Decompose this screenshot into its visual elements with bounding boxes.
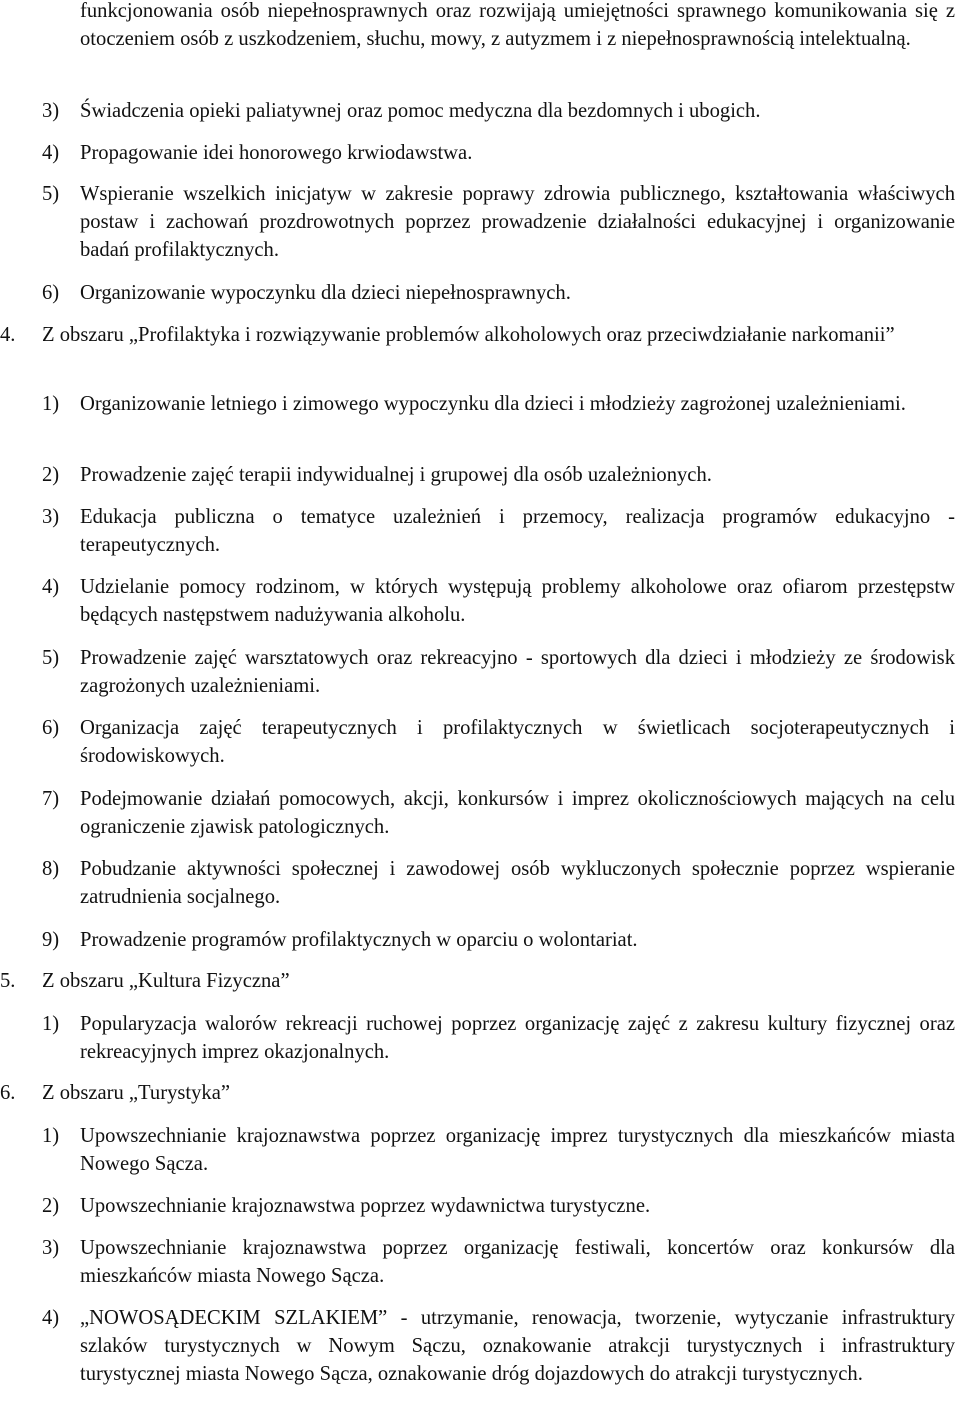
- intro-continuation: funkcjonowania osób niepełnosprawnych oraz rozwijają umiejętności sprawnego komunikowania się z otoczeniem osób z uszkodzeniem, słuchu, mowy, z autyzmem i z niepełnosprawnością intelektualną.: [80, 0, 955, 51]
- list-item-number: 4): [42, 142, 60, 164]
- list-item: [42, 714, 955, 770]
- list-item-number: 3): [42, 506, 60, 528]
- list-item-number: 1): [42, 393, 60, 415]
- section-number: 4.: [0, 324, 16, 346]
- list-item-text: Edukacja publiczna o tematyce uzależnień i przemocy, realizacja programów edukacyjno - terapeutycznych.: [80, 506, 955, 557]
- list-item-text: Organizowanie wypoczynku dla dzieci niepełnosprawnych.: [80, 282, 571, 304]
- section-heading: [0, 967, 955, 995]
- list-item-text: Prowadzenie zajęć terapii indywidualnej i grupowej dla osób uzależnionych.: [80, 464, 712, 486]
- list-item-text: Wspieranie wszelkich inicjatyw w zakresie poprawy zdrowia publicznego, kształtowania właściwych postaw i zachowań prozdrowotnych poprzez prowadzenie działalności edukacyjnej i organizowanie badań profilaktycznych.: [80, 183, 955, 262]
- list-item-text: Popularyzacja walorów rekreacji ruchowej poprzez organizację zajęć z zakresu kultury fizycznej oraz rekreacyjnych imprez okazjonalnych.: [80, 1013, 955, 1064]
- list-item: [42, 180, 955, 265]
- section-number: 5.: [0, 970, 16, 992]
- list-item-number: 2): [42, 464, 60, 486]
- list-item-text: Prowadzenie zajęć warsztatowych oraz rekreacyjno - sportowych dla dzieci i młodzieży ze środowisk zagrożonych uzależnieniami.: [80, 647, 955, 698]
- list-item: [42, 503, 955, 559]
- list-item-number: 2): [42, 1195, 60, 1217]
- list-item-text: Prowadzenie programów profilaktycznych w oparciu o wolontariat.: [80, 929, 638, 951]
- list-item: [42, 139, 955, 167]
- list-item-text: Propagowanie idei honorowego krwiodawstwa.: [80, 142, 473, 164]
- list-item: [42, 1122, 955, 1178]
- list-item-text: „NOWOSĄDECKIM SZLAKIEM” - utrzymanie, renowacja, tworzenie, wytyczanie infrastruktury szlaków turystycznych w Nowym Sączu, oznakowanie atrakcji turystycznych i infrastruktury turystycznej miasta Nowego Sącza, oznakowanie dróg dojazdowych do atrakcji turystycznych.: [80, 1307, 955, 1386]
- list-item-number: 5): [42, 647, 60, 669]
- list-item: [42, 1192, 955, 1220]
- list-item: [42, 390, 955, 418]
- list-item-number: 1): [42, 1125, 60, 1147]
- list-item-number: 9): [42, 929, 60, 951]
- list-item-number: 3): [42, 100, 60, 122]
- list-item-number: 4): [42, 1307, 60, 1329]
- list-item-number: 8): [42, 858, 60, 880]
- section-title: Z obszaru „Turystyka”: [42, 1082, 230, 1104]
- list-item-text: Świadczenia opieki paliatywnej oraz pomoc medyczna dla bezdomnych i ubogich.: [80, 100, 761, 122]
- list-item-number: 3): [42, 1237, 60, 1259]
- section-heading: [0, 1079, 955, 1107]
- list-item: [42, 926, 955, 954]
- section-number: 6.: [0, 1082, 16, 1104]
- list-item-number: 6): [42, 282, 60, 304]
- list-item-text: Organizacja zajęć terapeutycznych i profilaktycznych w świetlicach socjoterapeutycznych i środowiskowych.: [80, 717, 955, 768]
- list-item: [42, 1234, 955, 1290]
- list-item: [42, 1010, 955, 1066]
- list-item-number: 1): [42, 1013, 60, 1035]
- list-item-number: 6): [42, 717, 60, 739]
- list-item-text: Pobudzanie aktywności społecznej i zawodowej osób wykluczonych społecznie poprzez wspieranie zatrudnienia socjalnego.: [80, 858, 955, 909]
- list-item-text: Organizowanie letniego i zimowego wypoczynku dla dzieci i młodzieży zagrożonej uzależnieniami.: [80, 393, 906, 415]
- list-item-number: 5): [42, 183, 60, 205]
- list-item: [42, 573, 955, 629]
- list-item-text: Podejmowanie działań pomocowych, akcji, konkursów i imprez okolicznościowych mających na celu ograniczenie zjawisk patologicznych.: [80, 788, 955, 839]
- list-item-text: Udzielanie pomocy rodzinom, w których występują problemy alkoholowe oraz ofiarom przestępstw będących następstwem nadużywania alkoholu.: [80, 576, 955, 627]
- list-item: [42, 855, 955, 911]
- list-item: [42, 461, 955, 489]
- list-item-number: 7): [42, 788, 60, 810]
- list-item: [42, 644, 955, 700]
- section-title: Z obszaru „Kultura Fizyczna”: [42, 970, 290, 992]
- list-item-text: Upowszechnianie krajoznawstwa poprzez wydawnictwa turystyczne.: [80, 1195, 651, 1217]
- list-item: [42, 1304, 955, 1389]
- list-item: [42, 785, 955, 841]
- list-item-text: Upowszechnianie krajoznawstwa poprzez organizację imprez turystycznych dla mieszkańców miasta Nowego Sącza.: [80, 1125, 955, 1176]
- list-item: [42, 97, 955, 125]
- list-item-number: 4): [42, 576, 60, 598]
- section-title: Z obszaru „Profilaktyka i rozwiązywanie problemów alkoholowych oraz przeciwdziałanie narkomanii”: [42, 324, 895, 346]
- list-item-text: Upowszechnianie krajoznawstwa poprzez organizację festiwali, koncertów oraz konkursów dla mieszkańców miasta Nowego Sącza.: [80, 1237, 955, 1288]
- list-item: [42, 279, 955, 307]
- section-heading: [0, 321, 955, 349]
